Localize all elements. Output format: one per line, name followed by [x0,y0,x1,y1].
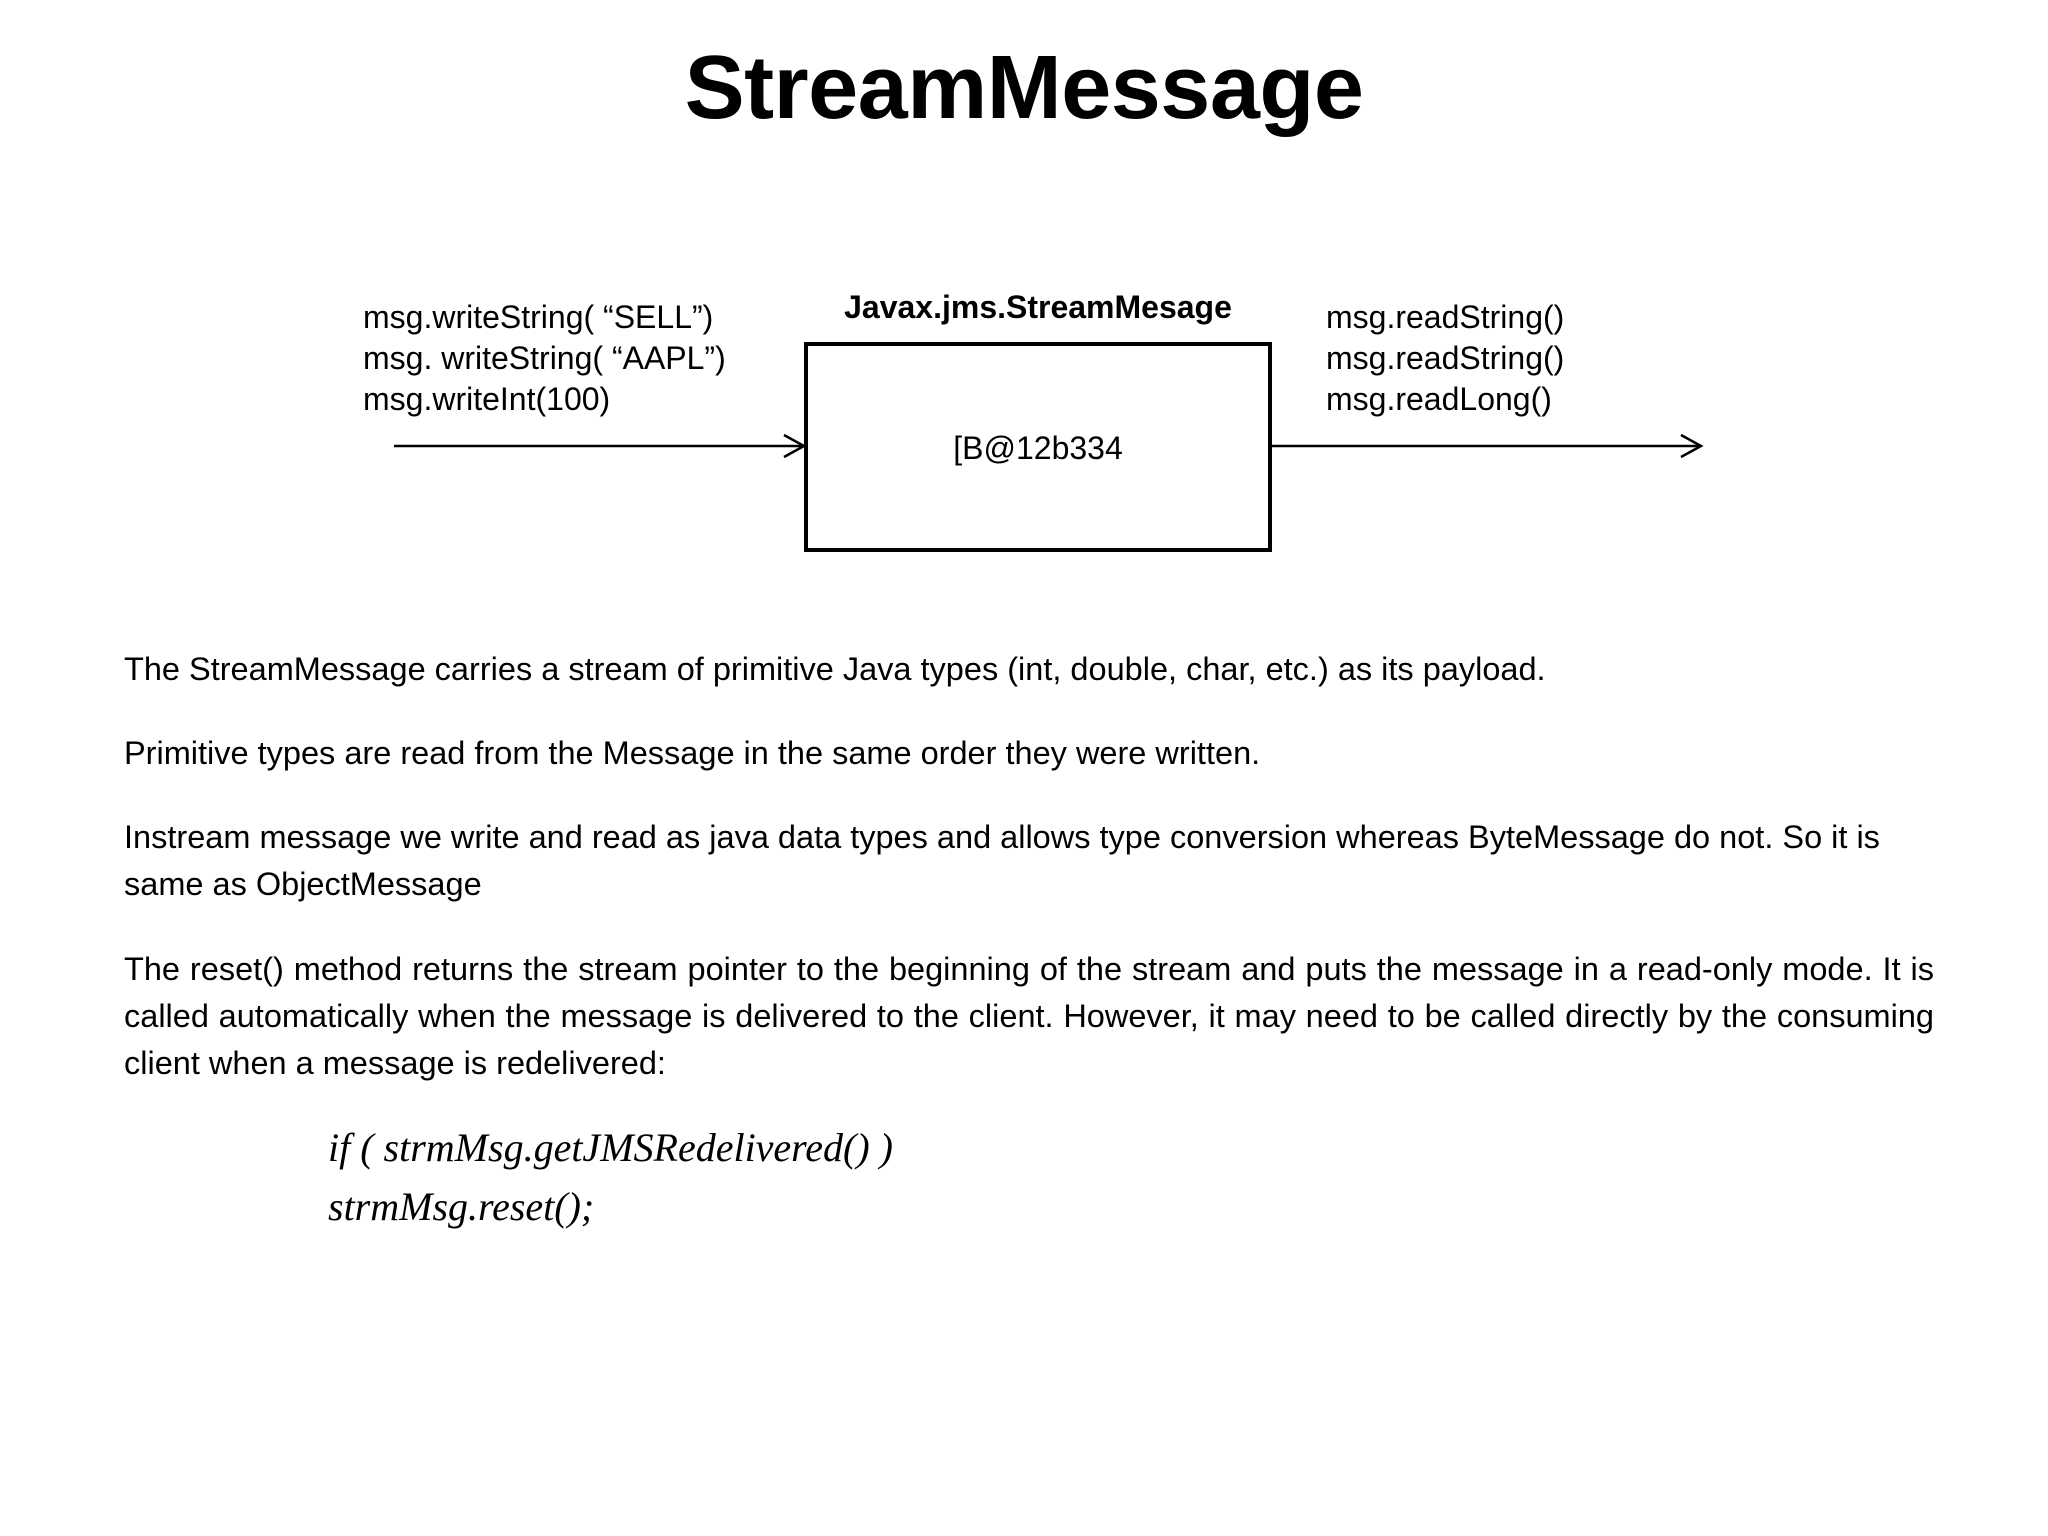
read-call-2: msg.readString() [1326,340,1565,376]
write-call-1: msg.writeString( “SELL”) [363,299,714,335]
paragraph-reset-method: The reset() method returns the stream pointer to the beginning of the stream and puts the message in a read-only mode. It is called automatically when the message is delivered to the client. However, it may need to be called directly by the consuming client when a message is redelivered: [124,951,1934,1081]
input-arrow [394,435,804,457]
box-label: Javax.jms.StreamMesage [844,289,1232,325]
slide-title: StreamMessage [684,38,1364,138]
stream-message-diagram [0,0,2048,600]
paragraph-payload: The StreamMessage carries a stream of primitive Java types (int, double, char, etc.) as its payload. [124,651,1546,687]
code-line-reset: strmMsg.reset(); [328,1184,595,1229]
read-call-1: msg.readString() [1326,299,1565,335]
write-call-2: msg. writeString( “AAPL”) [363,340,726,376]
box-content: [B@12b334 [953,430,1123,466]
output-arrow [1272,435,1701,457]
paragraph-read-order: Primitive types are read from the Message in the same order they were written. [124,735,1261,771]
read-call-3: msg.readLong() [1326,381,1552,417]
paragraph-type-conversion: Instream message we write and read as java data types and allows type conversion whereas ByteMessage do not. So it is same as ObjectMessage [124,819,1880,902]
write-call-3: msg.writeInt(100) [363,381,611,417]
code-line-condition: if ( strmMsg.getJMSRedelivered() ) [328,1125,893,1170]
